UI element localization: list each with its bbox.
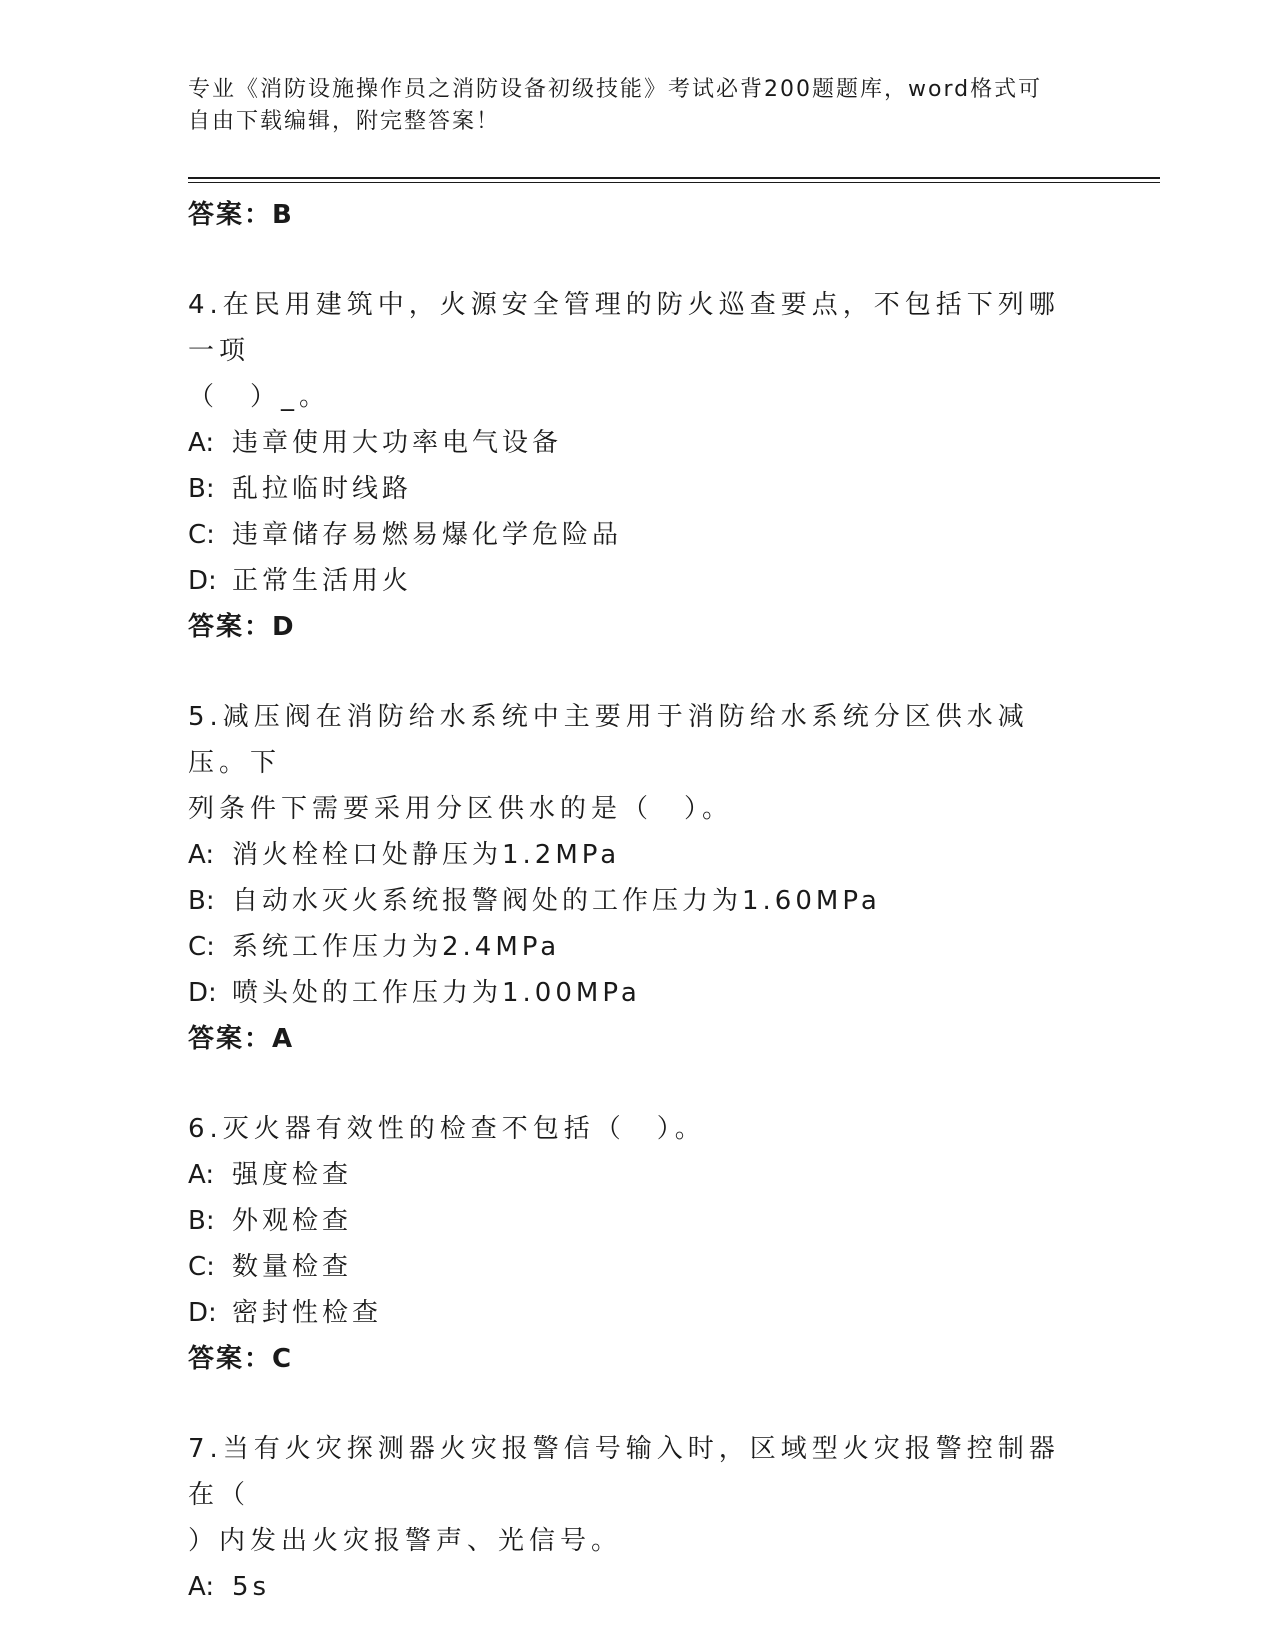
option-text: 密封性检查: [232, 1298, 383, 1328]
question-stem-line: （ ）_。: [188, 382, 331, 412]
option-a: [188, 832, 1088, 878]
question-stem-line: 7.当有火灾探测器火灾报警信号输入时，区域型火灾报警控制器在（: [188, 1434, 1060, 1510]
document-header: [188, 74, 1068, 138]
option-d: [188, 558, 1088, 604]
option-c: [188, 512, 1088, 558]
option-key: B:: [188, 886, 215, 916]
option-key: A:: [188, 840, 215, 870]
question-stem-line: 4.在民用建筑中，火源安全管理的防火巡查要点，不包括下列哪一项: [188, 290, 1060, 366]
option-a: [188, 1564, 1088, 1610]
question-4: [188, 282, 1088, 650]
header-rule-thin: [188, 182, 1160, 183]
option-text: 强度检查: [232, 1160, 353, 1190]
option-key: D:: [188, 978, 217, 1008]
option-c: [188, 924, 1088, 970]
option-text: 违章使用大功率电气设备: [232, 428, 563, 458]
answer-3: 答案：B: [188, 200, 294, 230]
question-stem-line: 5.减压阀在消防给水系统中主要用于消防给水系统分区供水减压。下: [188, 702, 1029, 778]
option-text: 5s: [232, 1572, 271, 1602]
option-key: C:: [188, 1252, 215, 1282]
option-a: [188, 1152, 1088, 1198]
option-key: D:: [188, 566, 217, 596]
option-key: C:: [188, 520, 215, 550]
header-rule-thick: [188, 177, 1160, 179]
option-b: [188, 1198, 1088, 1244]
option-a: [188, 420, 1088, 466]
question-7: [188, 1426, 1088, 1610]
option-text: 外观检查: [232, 1206, 353, 1236]
answer-6: 答案：C: [188, 1344, 294, 1374]
option-text: 正常生活用火: [232, 566, 413, 596]
option-text: 系统工作压力为2.4MPa: [232, 932, 561, 962]
option-key: B:: [188, 1206, 215, 1236]
option-key: D:: [188, 1298, 217, 1328]
question-5: [188, 694, 1088, 1062]
option-c: [188, 1244, 1088, 1290]
option-text: 消火栓栓口处静压为1.2MPa: [232, 840, 621, 870]
option-b: [188, 466, 1088, 512]
option-text: 数量检查: [232, 1252, 353, 1282]
option-key: A:: [188, 1160, 215, 1190]
header-line-1: 专业《消防设施操作员之消防设备初级技能》考试必背200题题库，word格式可: [188, 77, 1043, 102]
option-d: [188, 970, 1088, 1016]
option-d: [188, 1290, 1088, 1336]
option-key: A:: [188, 428, 215, 458]
option-text: 乱拉临时线路: [232, 474, 413, 504]
question-6: [188, 1106, 1088, 1382]
option-key: A:: [188, 1572, 215, 1602]
option-text: 喷头处的工作压力为1.00MPa: [232, 978, 641, 1008]
option-key: B:: [188, 474, 215, 504]
option-key: C:: [188, 932, 215, 962]
question-stem-line: ）内发出火灾报警声、光信号。: [188, 1526, 623, 1556]
option-text: 自动水灭火系统报警阀处的工作压力为1.60MPa: [232, 886, 881, 916]
question-stem-line: 6.灭火器有效性的检查不包括（ ）。: [188, 1114, 706, 1144]
question-stem-line: 列条件下需要采用分区供水的是（ ）。: [188, 794, 734, 824]
answer-5: 答案：A: [188, 1024, 295, 1054]
option-b: [188, 878, 1088, 924]
answer-4: 答案：D: [188, 612, 296, 642]
option-text: 违章储存易燃易爆化学危险品: [232, 520, 623, 550]
header-line-2: 自由下载编辑，附完整答案！: [188, 109, 501, 134]
question-list: [188, 188, 1088, 1610]
